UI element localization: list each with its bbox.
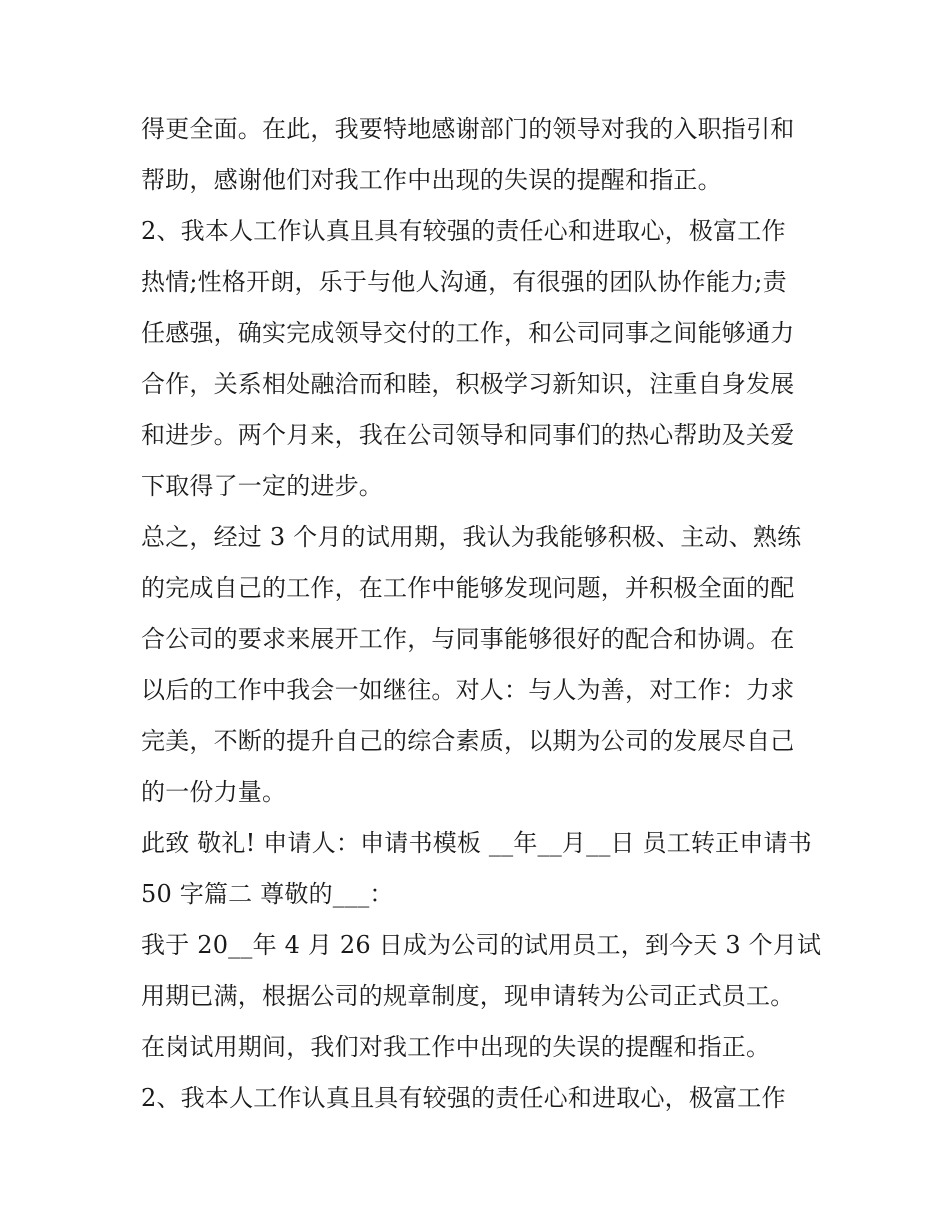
text-line: 以后的工作中我会一如继往。对人：与人为善，对工作：力求 [141, 676, 795, 704]
text-line: 总之，经过 3 个月的试用期，我认为我能够积极、主动、熟练 [141, 523, 802, 551]
text-line: 2、我本人工作认真且具有较强的责任心和进取心，极富工作 [141, 217, 786, 245]
text-line: 在岗试用期间，我们对我工作中出现的失误的提醒和指正。 [141, 1033, 771, 1061]
text-line: 热情;性格开朗，乐于与他人沟通，有很强的团队协作能力;责 [141, 268, 787, 296]
text-line: 下取得了一定的进步。 [141, 472, 383, 500]
text-line: 的一份力量。 [141, 778, 287, 806]
text-line: 和进步。两个月来，我在公司领导和同事们的热心帮助及关爱 [141, 421, 795, 449]
text-line: 得更全面。在此，我要特地感谢部门的领导对我的入职指引和 [141, 115, 795, 143]
text-line: 的完成自己的工作，在工作中能够发现问题，并积极全面的配 [141, 574, 795, 602]
text-line: 我于 20__年 4 月 26 日成为公司的试用员工，到今天 3 个月试 [141, 931, 822, 959]
text-line: 此致 敬礼! 申请人：申请书模板 __年__月__日 员工转正申请书 [141, 829, 812, 857]
text-line: 合作，关系相处融洽而和睦，积极学习新知识，注重自身发展 [141, 370, 795, 398]
text-line: 任感强，确实完成领导交付的工作，和公司同事之间能够通力 [141, 319, 795, 347]
text-line: 合公司的要求来展开工作，与同事能够很好的配合和协调。在 [141, 625, 795, 653]
document-body [141, 104, 821, 1124]
text-line: 2、我本人工作认真且具有较强的责任心和进取心，极富工作 [141, 1084, 786, 1112]
text-line: 50 字篇二 尊敬的___： [141, 880, 394, 908]
text-line: 完美，不断的提升自己的综合素质，以期为公司的发展尽自己 [141, 727, 795, 755]
text-line: 帮助，感谢他们对我工作中出现的失误的提醒和指正。 [141, 166, 722, 194]
text-line: 用期已满，根据公司的规章制度，现申请转为公司正式员工。 [141, 982, 795, 1010]
